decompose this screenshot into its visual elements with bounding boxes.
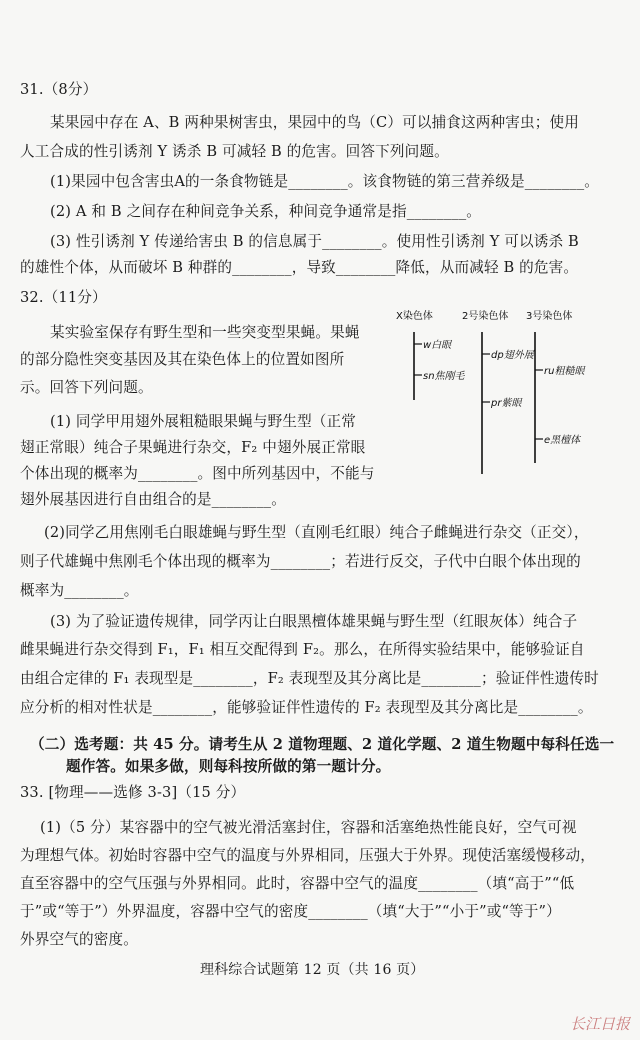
question-33-part-1-cont: 于”或“等于”）外界温度，容器中空气的密度________（填“大于”“小于”或“等于”）	[20, 903, 561, 920]
question-31-text: 人工合成的性引诱剂 Y 诱杀 B 可减轻 B 的危害。回答下列问题。	[20, 143, 449, 160]
chromosome-diagram	[396, 308, 628, 474]
question-32-part-1-cont: 翅正常眼）纯合子果蝇进行杂交，F₂ 中翅外展正常眼	[20, 439, 366, 456]
question-32-header: 32.（11分）	[20, 289, 107, 306]
question-31-text: 某果园中存在 A、B 两种果树害虫，果园中的鸟（C）可以捕食这两种害虫；使用	[50, 114, 580, 131]
question-31-part-2: (2) A 和 B 之间存在种间竞争关系，种间竞争通常是指________。	[50, 203, 482, 220]
question-32-text: 示。回答下列问题。	[20, 379, 153, 396]
question-32-part-1-cont: 翅外展基因进行自由组合的是________。	[20, 491, 286, 508]
question-32-part-3-cont: 由组合定律的 F₁ 表现型是________，F₂ 表现型及其分离比是________；验证伴性遗传时	[20, 670, 599, 687]
gene-w-label: w白眼	[423, 340, 452, 351]
header-chromosome-3: 3号染色体	[526, 311, 573, 322]
gene-pr-label: pr紫眼	[491, 398, 522, 409]
question-32-text: 的部分隐性突变基因及其在染色体上的位置如图所	[20, 351, 345, 368]
question-32-part-2: (2)同学乙用焦刚毛白眼雄蝇与野生型（直刚毛红眼）纯合子雌蝇进行杂交（正交），	[44, 524, 589, 541]
gene-sn-label: sn焦刚毛	[423, 371, 465, 382]
question-33-part-1: (1)（5 分）某容器中的空气被光滑活塞封住，容器和活塞绝热性能良好，空气可视	[40, 819, 577, 836]
gene-e-label: e黑檀体	[544, 435, 581, 446]
question-33-part-1-cont: 外界空气的密度。	[20, 931, 138, 948]
question-33-header: 33. [物理——选修 3-3]（15 分）	[20, 784, 246, 801]
question-31-part-1: (1)果园中包含害虫A的一条食物链是________。该食物链的第三营养级是________。	[50, 173, 600, 190]
question-31-part-3-cont: 的雄性个体，从而破坏 B 种群的________，导致________降低，从而减轻 B 的危害。	[20, 259, 579, 276]
question-31-header: 31.（8分）	[20, 81, 98, 98]
question-32-part-3-cont: 雌果蝇进行杂交得到 F₁，F₁ 相互交配得到 F₂。那么，在所得实验结果中，能够验证自	[20, 641, 585, 658]
question-32-part-2-cont: 概率为________。	[20, 582, 139, 599]
question-32-text: 某实验室保存有野生型和一些突变型果蝇。果蝇	[50, 324, 360, 341]
page-footer: 理科综合试题第 12 页（共 16 页）	[200, 962, 425, 978]
question-33-part-1-cont: 为理想气体。初始时容器中空气的温度与外界相同，压强大于外界。现使活塞缓慢移动，	[20, 847, 596, 864]
question-31-part-3: (3) 性引诱剂 Y 传递给害虫 B 的信息属于________。使用性引诱剂 Y 可以诱杀 B	[50, 233, 579, 250]
question-32-part-2-cont: 则子代雄蝇中焦刚毛个体出现的概率为________；若进行反交，子代中白眼个体出现的	[20, 553, 581, 570]
watermark-logo: 长江日报	[569, 1015, 630, 1033]
section-header-cont: 题作答。如果多做，则每科按所做的第一题计分。	[66, 758, 391, 775]
gene-ru-label: ru粗糙眼	[544, 366, 585, 377]
question-32-part-1: (1) 同学甲用翅外展粗糙眼果蝇与野生型（正常	[50, 413, 357, 430]
question-32-part-3: (3) 为了验证遗传规律，同学丙让白眼黑檀体雄果蝇与野生型（红眼灰体）纯合子	[50, 613, 578, 630]
header-x-chromosome: X染色体	[396, 311, 433, 322]
gene-dp-label: dp翅外展	[491, 350, 534, 361]
section-header: （二）选考题：共 45 分。请考生从 2 道物理题、2 道化学题、2 道生物题中每科任选一	[30, 736, 615, 753]
question-33-part-1-cont: 直至容器中的空气压强与外界相同。此时，容器中空气的温度________（填“高于”“低	[20, 875, 575, 892]
question-32-part-1-cont: 个体出现的概率为________。图中所列基因中，不能与	[20, 465, 375, 482]
question-32-part-3-cont: 应分析的相对性状是________，能够验证伴性遗传的 F₂ 表现型及其分离比是________。	[20, 699, 593, 716]
header-chromosome-2: 2号染色体	[462, 311, 509, 322]
